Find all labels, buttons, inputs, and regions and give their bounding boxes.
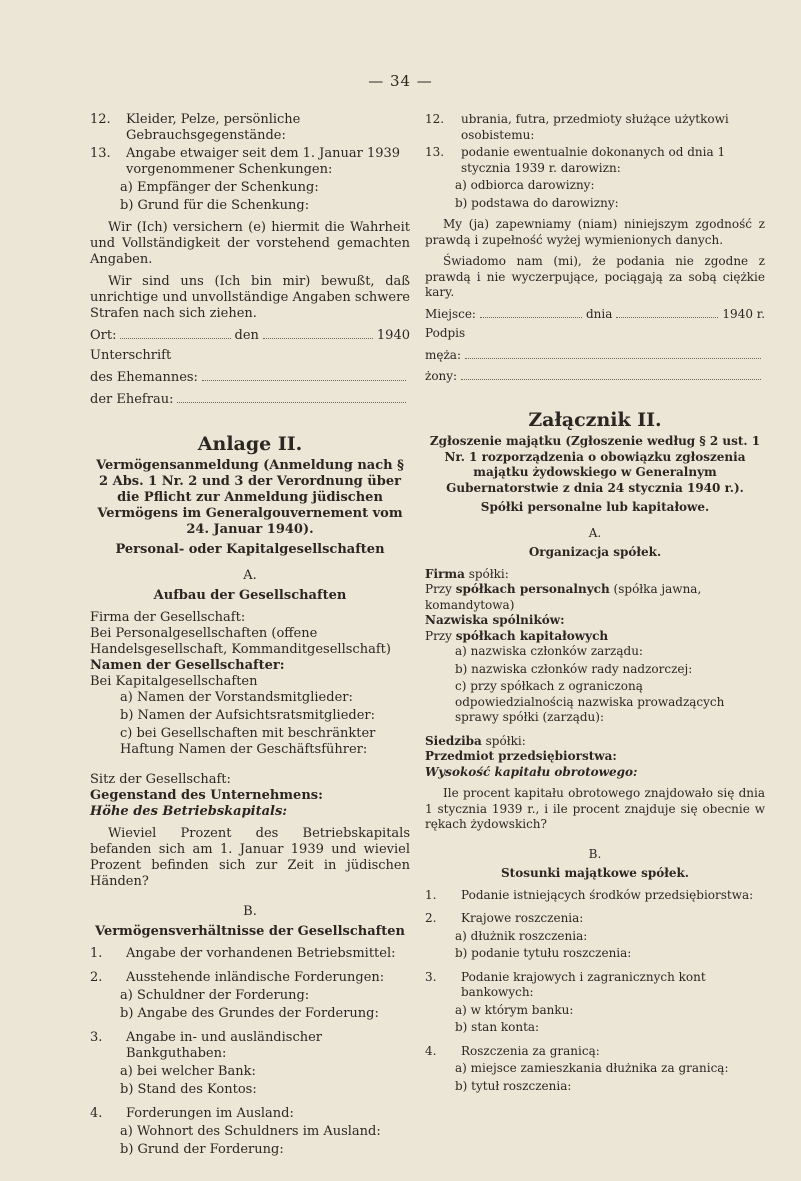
section-b-list [425,888,765,1103]
sub-item: b) Stand des Kontos: [120,1082,257,1097]
sub-item: a) nazwiska członków zarządu: [455,644,643,658]
section-b-letter: B. [243,904,257,919]
section-a-title: Aufbau der Gesellschaften [153,588,347,603]
personal-companies [425,582,765,613]
firma-bold: Firma [425,566,465,581]
sub-item: c) bei Gesellschaften mit beschränkter Haftung Namen der Geschäftsführer: [120,726,376,757]
husband-line [90,370,410,386]
sub-item: b) Angabe des Grundes der Forderung: [120,1006,379,1021]
przy-bold: spółkach kapitałowych [455,628,609,643]
signature-label: Podpis [425,326,466,340]
item-text: Podanie krajowych i zagranicznych kont bankowych: [461,969,706,999]
item-number: 13. [425,145,445,159]
capital-amount-label: Wysokość kapitału obrotowego: [425,764,638,779]
section-a-title: Organizacja spółek. [528,545,662,559]
b-item [425,970,765,1001]
item-text: podanie ewentualnie dokonanych od dnia 1 stycznia 1939 r. darowizn: [461,145,726,175]
item-13 [90,146,410,178]
warning-paragraph: Świadomo nam (mi), że podania nie zgodne z prawdą i nie wyczerpujące, pociągają za sobą ciężkie kary. [425,254,765,299]
seat-label [425,734,765,750]
husband-label: des Ehemannes: [90,370,198,385]
percentage-question: Wieviel Prozent des Betriebskapitals befanden sich am 1. Januar 1939 und wieviel Prozent befinden sich zur Zeit in jüdischen Händen? [90,826,410,889]
polish-column [425,112,765,1102]
date-label: den [234,328,259,343]
declaration-paragraph: My (ja) zapewniamy (niam) niniejszym zgodność z prawdą i zupełność wyżej wymienionych danych. [425,217,765,247]
capital-companies [425,629,765,645]
item-number: 2. [90,970,103,985]
dotted-line [120,328,230,339]
b-item [425,1044,765,1060]
dotted-line [465,348,761,359]
wife-label: żony: [425,369,458,383]
husband-line [425,348,765,364]
item-number: 2. [425,911,437,925]
section-b-list [90,946,410,1166]
item-number: 12. [90,112,111,127]
annex-kind: Personal- oder Kapitalgesellschaften [115,542,385,557]
place-label: Ort: [90,328,117,343]
sub-item: a) w którym banku: [455,1002,574,1017]
item-number: 3. [425,969,437,984]
signature-label: Unterschrift [90,348,172,363]
section-a-letter: A. [243,568,257,583]
partners-label: Namen der Gesellschafter: [90,658,285,673]
percentage-question: Ile procent kapitału obrotowego znajdowało się dnia 1 stycznia 1939 r., i ile procent znajduje się obecnie w rękach żydowskich? [425,786,765,831]
page-number: — 34 — [368,72,433,90]
business-object-label: Gegenstand des Unternehmens: [90,788,323,803]
item-number: 1. [425,887,437,902]
firma-label [425,567,765,583]
declaration-paragraph: Wir (Ich) versichern (e) hiermit die Wahrheit und Vollständigkeit der vorstehend gemachten Angaben. [90,220,410,267]
section-b-letter: B. [588,846,602,861]
firma-label: Firma der Gesellschaft: [90,610,246,625]
section-b-title: Vermögensverhältnisse der Gesellschaften [95,924,405,939]
item-text: Angabe der vorhandenen Betriebsmittel: [126,946,396,961]
dotted-line [177,392,406,403]
b-item [425,911,765,927]
dotted-line [480,307,582,318]
sub-item: a) Namen der Vorstandsmitglieder: [120,690,353,705]
annex-title: Anlage II. [197,433,303,455]
item-text: Ausstehende inländische Forderungen: [126,970,385,985]
spacer [425,1096,765,1102]
wife-label: der Ehefrau: [90,392,174,407]
item-text: ubrania, futra, przedmioty służące użytkowi osobistemu: [461,112,729,142]
b-item [90,946,410,962]
place-date-line [90,328,410,344]
b-item [90,970,410,986]
capital-amount-label: Höhe des Betriebskapitals: [90,804,288,819]
item-text: Angabe in- und ausländischer Bankguthaben: [126,1030,323,1061]
sub-item: b) Namen der Aufsichtsratsmitglieder: [120,708,375,723]
item-number: 13. [90,146,111,161]
item-number: 3. [90,1030,103,1045]
b-item [90,1106,410,1122]
sub-item: b) stan konta: [455,1020,540,1034]
business-object-label: Przedmiot przedsiębiorstwa: [425,749,617,763]
sub-item: a) odbiorca darowizny: [455,178,595,192]
section-b-title: Stosunki majątkowe spółek. [501,866,689,880]
firma-rest: spółki: [468,566,509,581]
sub-item: a) Wohnort des Schuldners im Ausland: [120,1124,381,1139]
wife-line [90,392,410,408]
item-text: Krajowe roszczenia: [461,911,584,925]
item-number: 4. [90,1106,103,1121]
seat-rest: spółki: [485,733,526,748]
przy-bold: spółkach personalnych [455,582,610,596]
item-text: Podanie istniejących środków przedsiębiorstwa: [461,887,754,902]
german-column [90,112,410,1166]
sub-item: b) podanie tytułu roszczenia: [455,946,632,960]
sub-item: b) Grund der Forderung: [120,1142,284,1157]
sub-item: b) nazwiska członków rady nadzorczej: [455,661,693,676]
year-label: 1940 [376,328,410,343]
item-text: Kleider, Pelze, persönliche Gebrauchsgegenstände: [126,112,301,143]
przy-text: Przy [425,582,452,596]
wife-line [425,369,765,385]
husband-label: męża: [425,347,461,362]
spacer [90,1160,410,1166]
b-item [425,888,765,904]
place-date-line [425,307,765,323]
przy-rest: (spółka jawna, komandytowa) [425,582,702,612]
dotted-line [263,328,373,339]
sub-item: b) tytuł roszczenia: [455,1078,572,1093]
capital-companies: Bei Kapitalgesellschaften [90,674,258,689]
date-label: dnia [586,306,613,321]
sub-item: a) miejsce zamieszkania dłużnika za granicą: [455,1061,729,1075]
sub-item: a) bei welcher Bank: [120,1064,256,1079]
item-text: Roszczenia za granicą: [461,1043,600,1058]
annex-title: Załącznik II. [528,408,662,431]
item-number: 1. [90,946,103,961]
item-number: 12. [425,112,445,126]
sub-item: a) Empfänger der Schenkung: [120,180,319,195]
b-item [90,1030,410,1062]
place-label: Miejsce: [425,306,476,321]
annex-subtitle: Vermögensanmeldung (Anmeldung nach § 2 Abs. 1 Nr. 2 und 3 der Verordnung über die Pflicht zur Anmeldung jüdischen Vermögens im Generalgouvernement vom 24. Januar 1940). [96,458,404,537]
item-number: 4. [425,1043,437,1058]
sub-item: a) dłużnik roszczenia: [455,928,588,943]
item-12 [425,112,765,143]
personal-companies: Bei Personalgesellschaften (offene Handelsgesellschaft, Kommanditgesellschaft) [90,626,391,657]
annex-kind: Spółki personalne lub kapitałowe. [480,500,710,514]
section-a-letter: A. [588,525,602,540]
sub-item: c) przy spółkach z ograniczoną odpowiedzialnością nazwiska prowadzących sprawy spółki (zarządu): [455,679,725,724]
partners-label: Nazwiska spólników: [425,613,565,627]
item-text: Angabe etwaiger seit dem 1. Januar 1939 vorgenommener Schenkungen: [126,146,401,177]
seat-bold: Siedziba [425,733,482,748]
sub-item: a) Schuldner der Forderung: [120,988,310,1003]
sub-item: b) Grund für die Schenkung: [120,198,310,213]
annex-subtitle: Zgłoszenie majątku (Zgłoszenie według § 2 ust. 1 Nr. 1 rozporządzenia o obowiązku zgłoszenia majątku żydowskiego w Generalnym Gubernatorstwie z dnia 24 stycznia 1940 r.). [429,434,761,495]
sub-item: b) podstawa do darowizny: [455,195,619,210]
seat-label: Sitz der Gesellschaft: [90,772,231,787]
dotted-line [461,369,761,380]
przy-text: Przy [425,628,452,643]
dotted-line [202,370,406,381]
dotted-line [616,307,718,318]
item-13 [425,145,765,176]
year-label: 1940 r. [722,306,766,321]
warning-paragraph: Wir sind uns (Ich bin mir) bewußt, daß unrichtige und unvollständige Angaben schwere Strafen nach sich ziehen. [90,274,410,321]
item-text: Forderungen im Ausland: [126,1106,294,1121]
item-12 [90,112,410,144]
